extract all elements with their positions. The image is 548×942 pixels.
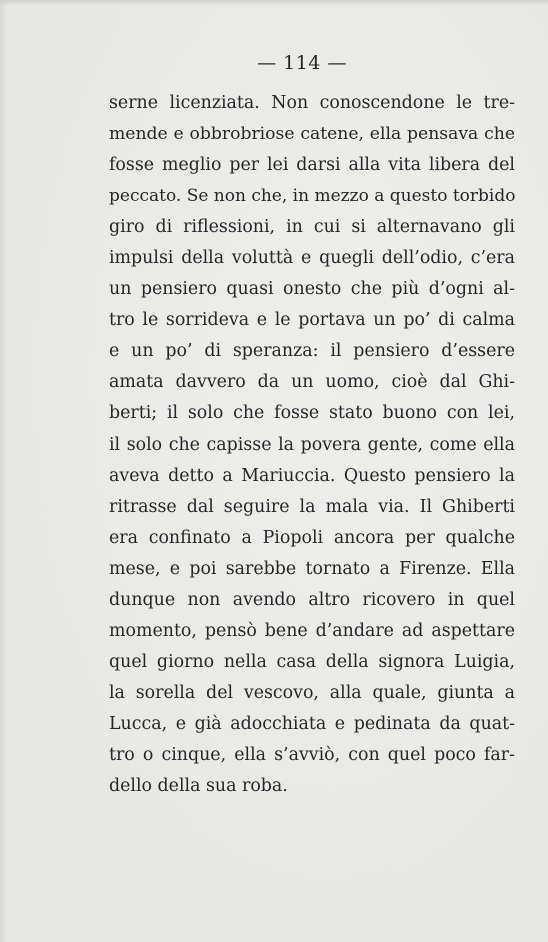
- page-top-shadow: [0, 0, 548, 6]
- body-text: [109, 88, 515, 802]
- text-line: tro o cinque, ella s’avviò, con quel poco far-: [109, 744, 515, 765]
- text-line: tro le sorrideva e le portava un po’ di calma: [109, 310, 515, 331]
- text-line: era confinato a Piopoli ancora per qualche: [109, 527, 515, 548]
- text-line: serne licenziata. Non conoscendone le tre-: [109, 93, 515, 113]
- text-line: momento, pensò bene d’andare ad aspettare: [109, 620, 515, 641]
- text-line: berti; il solo che fosse stato buono con lei,: [109, 403, 515, 424]
- text-line: aveva detto a Mariuccia. Questo pensiero la: [109, 465, 515, 486]
- text-line-last: dello della sua roba.: [109, 776, 288, 797]
- text-line: Lucca, e già adocchiata e pedinata da quat-: [109, 713, 515, 734]
- page-number: — 114 —: [257, 52, 347, 74]
- text-line: quel giorno nella casa della signora Luigia,: [109, 651, 515, 672]
- text-line: la sorella del vescovo, alla quale, giunta a: [109, 682, 515, 703]
- text-line: impulsi della voluttà e quegli dell’odio, c’era: [109, 248, 515, 269]
- text-line: un pensiero quasi onesto che più d’ogni al-: [109, 279, 515, 300]
- page-left-shadow: [0, 0, 8, 942]
- text-line: peccato. Se non che, in mezzo a questo torbido: [109, 186, 515, 207]
- text-line: dunque non avendo altro ricovero in quel: [109, 589, 515, 610]
- text-line: e un po’ di speranza: il pensiero d’essere: [109, 341, 515, 362]
- text-line: ritrasse dal seguire la mala via. Il Ghiberti: [109, 496, 515, 517]
- text-line: giro di riflessioni, in cui si alternavano gli: [109, 217, 515, 238]
- text-line: fosse meglio per lei darsi alla vita libera del: [109, 155, 515, 176]
- text-line: il solo che capisse la povera gente, come ella: [109, 434, 515, 455]
- text-line: mese, e poi sarebbe tornato a Firenze. Ella: [109, 558, 515, 579]
- text-line: mende e obbrobriose catene, ella pensava che: [109, 124, 515, 145]
- text-line: amata davvero da un uomo, cioè dal Ghi-: [109, 372, 515, 393]
